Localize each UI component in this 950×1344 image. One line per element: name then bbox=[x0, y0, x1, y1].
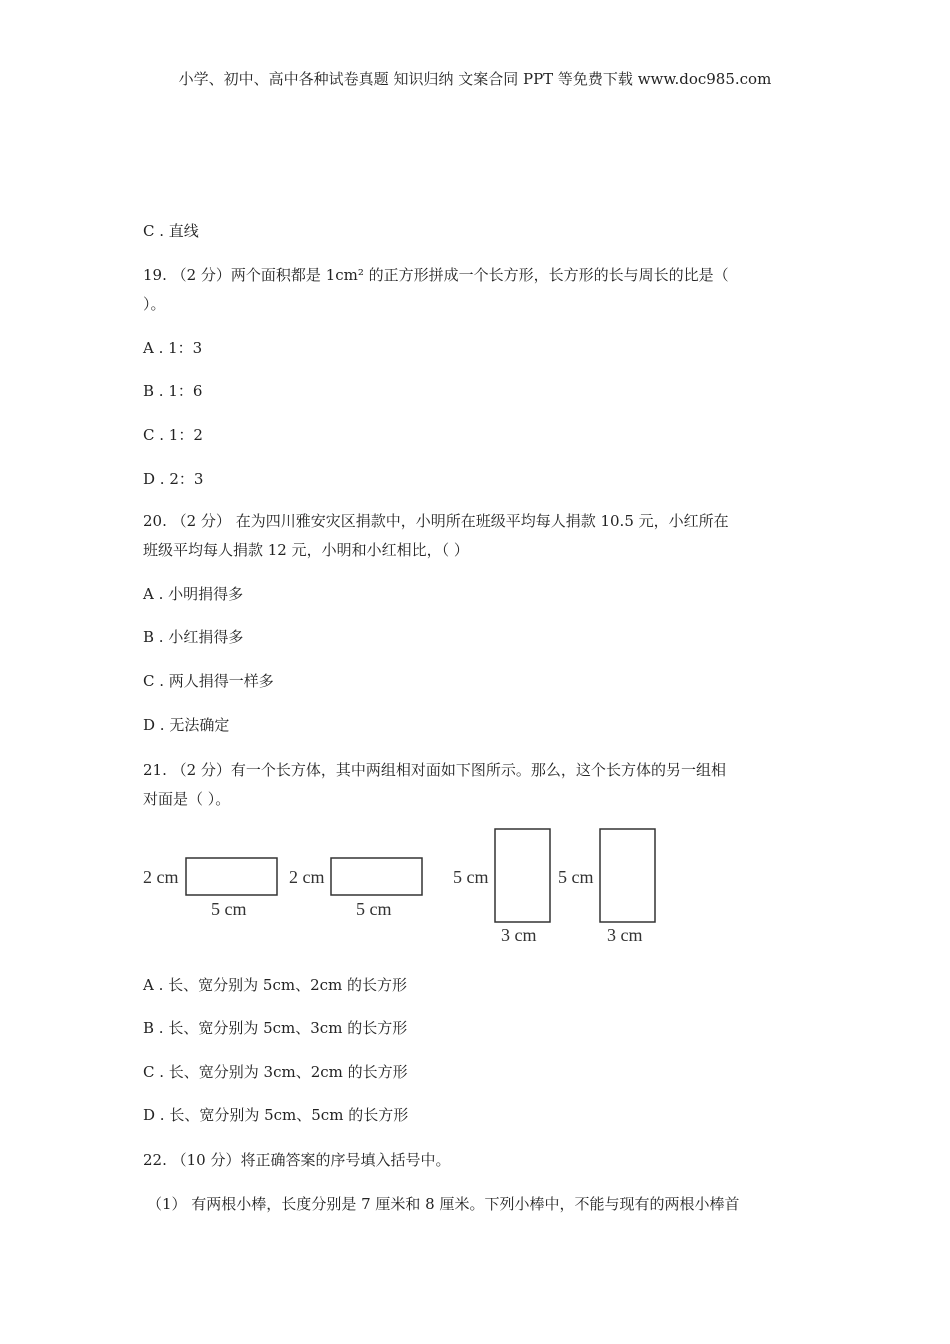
q21-option-a: A . 长、宽分别为 5cm、2cm 的长方形 bbox=[143, 976, 408, 994]
q20-option-b: B . 小红捐得多 bbox=[143, 628, 244, 646]
face-rect-2 bbox=[289, 858, 422, 919]
face-rect-1 bbox=[143, 858, 277, 919]
face-rect-4 bbox=[558, 829, 655, 945]
rect-1-side-label: 2 cm bbox=[143, 867, 179, 887]
rect-3-bottom-label: 3 cm bbox=[501, 925, 537, 945]
page-header: 小学、初中、高中各种试卷真题 知识归纳 文案合同 PPT 等免费下载 www.doc985.com bbox=[178, 70, 772, 88]
q21-option-d: D . 长、宽分别为 5cm、5cm 的长方形 bbox=[143, 1106, 409, 1124]
rect-4-bottom-label: 3 cm bbox=[607, 925, 643, 945]
q19-stem-line1: 19. （2 分）两个面积都是 1cm² 的正方形拼成一个长方形，长方形的长与周长的比是（ bbox=[143, 266, 729, 284]
q19-option-a: A . 1：3 bbox=[143, 339, 203, 357]
rect-2-side-label: 2 cm bbox=[289, 867, 325, 887]
q19-option-d: D . 2：3 bbox=[143, 470, 204, 488]
q22-stem: 22. （10 分）将正确答案的序号填入括号中。 bbox=[143, 1151, 451, 1169]
rect-2-bottom-label: 5 cm bbox=[356, 899, 392, 919]
q21-figure-svg bbox=[140, 822, 670, 947]
q20-option-d: D . 无法确定 bbox=[143, 716, 230, 734]
q20-stem-line1: 20. （2 分） 在为四川雅安灾区捐款中，小明所在班级平均每人捐款 10.5 元，小红所在 bbox=[143, 512, 729, 530]
face-rect-3 bbox=[453, 829, 550, 945]
q21-option-b: B . 长、宽分别为 5cm、3cm 的长方形 bbox=[143, 1019, 408, 1037]
rect-4-side-label: 5 cm bbox=[558, 867, 594, 887]
q21-stem-line1: 21. （2 分）有一个长方体，其中两组相对面如下图所示。那么，这个长方体的另一组相 bbox=[143, 761, 726, 779]
q21-figure bbox=[140, 822, 670, 951]
q19-stem-line2: ）。 bbox=[143, 295, 166, 313]
q22-sub1: （1） 有两根小棒，长度分别是 7 厘米和 8 厘米。下列小棒中，不能与现有的两根小棒首 bbox=[147, 1195, 740, 1213]
q19-option-b: B . 1：6 bbox=[143, 382, 203, 400]
q21-stem-line2: 对面是（ ）。 bbox=[143, 790, 231, 808]
q21-option-c: C . 长、宽分别为 3cm、2cm 的长方形 bbox=[143, 1063, 408, 1081]
rect-1-bottom-label: 5 cm bbox=[211, 899, 247, 919]
q20-option-a: A . 小明捐得多 bbox=[143, 585, 244, 603]
prev-option-c: C . 直线 bbox=[143, 222, 199, 240]
q19-option-c: C . 1：2 bbox=[143, 426, 203, 444]
q20-stem-line2: 班级平均每人捐款 12 元，小明和小红相比，（ ） bbox=[143, 541, 469, 559]
q20-option-c: C . 两人捐得一样多 bbox=[143, 672, 274, 690]
rect-3-side-label: 5 cm bbox=[453, 867, 489, 887]
